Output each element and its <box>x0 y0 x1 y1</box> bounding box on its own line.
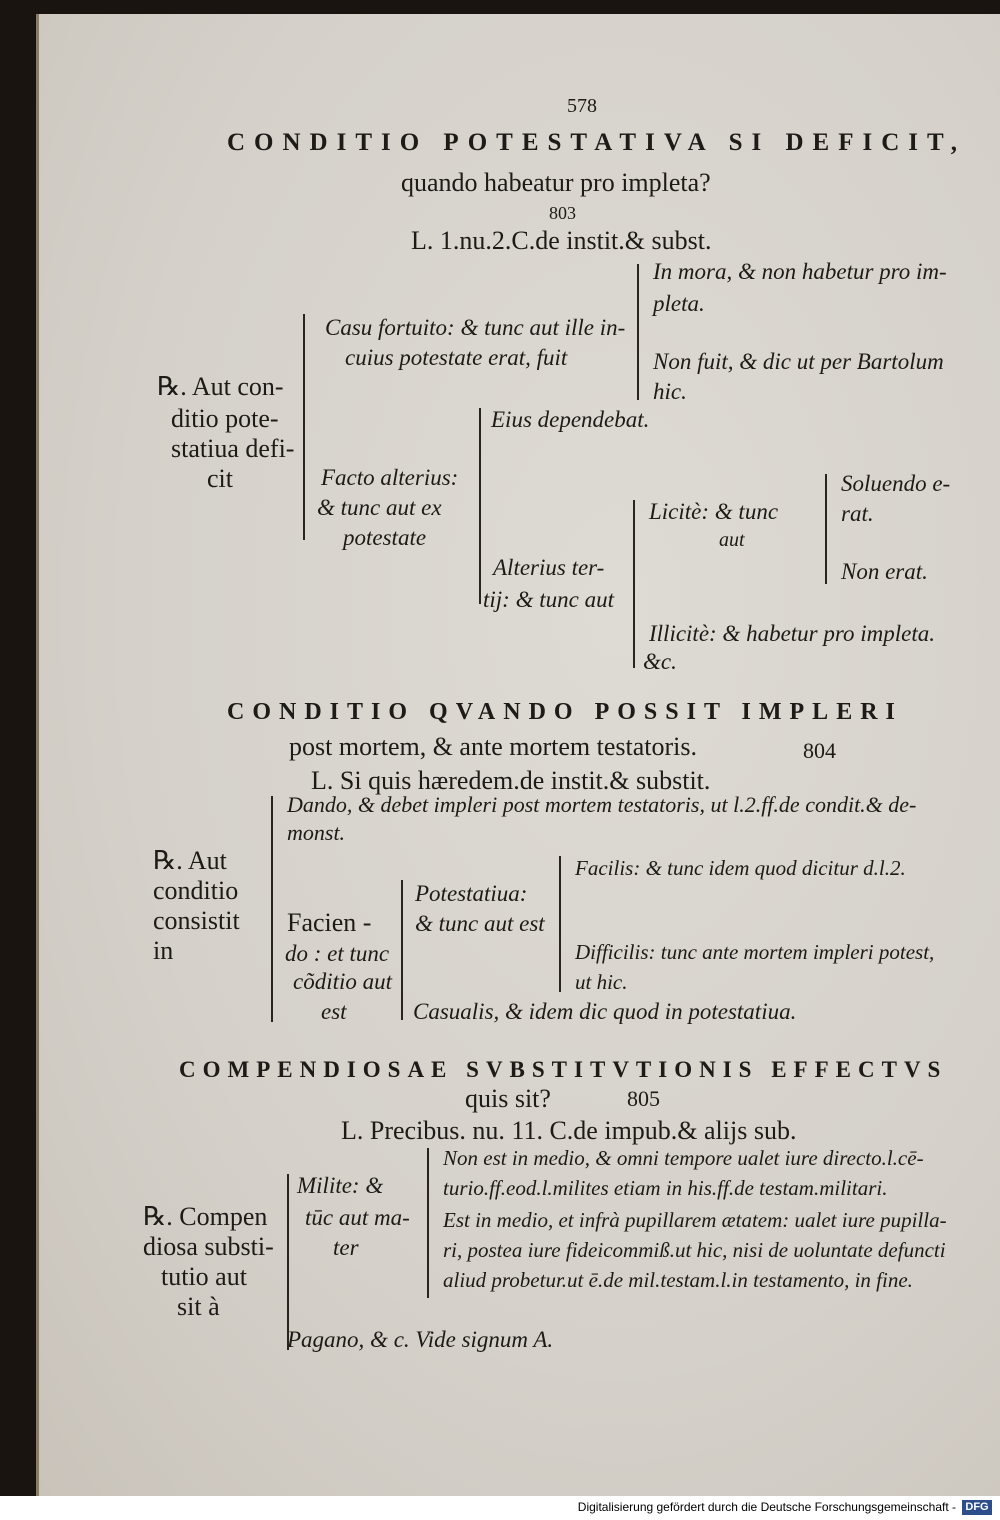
text-line: Facto alterius: <box>321 465 459 490</box>
text-line: in <box>153 936 174 965</box>
text-line: Licitè: & tunc <box>649 499 779 524</box>
section-subtitle-805: quis sit? <box>465 1084 551 1113</box>
text-line: Non est in medio, & omni tempore ualet iure directo.l.cē- <box>443 1146 924 1170</box>
text-line: sit à <box>177 1292 220 1321</box>
brace <box>633 500 635 668</box>
text-line: ℞. Aut <box>153 846 227 875</box>
brace <box>559 856 561 992</box>
text-line: cõditio aut <box>293 969 393 994</box>
page-number: 578 <box>567 95 597 117</box>
text-line: monst. <box>287 820 346 845</box>
book-page <box>36 14 1000 1496</box>
brace <box>825 474 827 584</box>
text-line: ter <box>333 1235 359 1260</box>
section-number-803: 803 <box>549 203 576 223</box>
text-line: Dando, & debet impleri post mortem testatoris, ut l.2.ff.de condit.& de- <box>287 792 917 817</box>
brace <box>401 880 403 1020</box>
text-line: potestate <box>343 525 427 550</box>
text-line: Soluendo e- <box>841 471 951 496</box>
text-line: Non fuit, & dic ut per Bartolum <box>653 349 944 374</box>
text-line: ut hic. <box>575 970 628 994</box>
text-line: Eius dependebat. <box>491 407 650 432</box>
text-line: tūc aut ma- <box>305 1205 410 1230</box>
text-line: Difficilis: tunc ante mortem impleri potest, <box>575 940 935 964</box>
text-line: & tunc aut est <box>415 911 545 936</box>
text-line: rat. <box>841 501 874 526</box>
text-line: turio.ff.eod.l.milites etiam in his.ff.de testam.militari. <box>443 1176 888 1200</box>
section-number-805: 805 <box>627 1086 660 1111</box>
brace <box>303 314 305 540</box>
brace <box>287 1174 289 1350</box>
brace <box>427 1148 429 1298</box>
text-line: Casu fortuito: & tunc aut ille in- <box>325 315 626 340</box>
text-line: cuius potestate erat, fuit <box>345 345 568 370</box>
section-title-804: CONDITIO QVANDO POSSIT IMPLERI <box>227 699 903 725</box>
brace <box>479 408 481 604</box>
section-reference-803: L. 1.nu.2.C.de instit.& subst. <box>411 226 712 255</box>
text-line: ri, postea iure fideicommiß.ut hic, nisi de uoluntate defuncti <box>443 1238 946 1262</box>
text-line: ditio pote- <box>171 404 279 433</box>
text-line: est <box>321 999 347 1024</box>
text-line: consistit <box>153 906 240 935</box>
text-line: Milite: & <box>297 1173 384 1198</box>
section-subtitle-804: post mortem, & ante mortem testatoris. <box>289 732 697 761</box>
text-line: Potestatiua: <box>415 881 528 906</box>
text-line: Est in medio, et infrà pupillarem ætatem: ualet iure pupilla- <box>443 1208 947 1232</box>
text-line: Alterius ter- <box>493 555 605 580</box>
text-line: diosa substi- <box>143 1232 274 1261</box>
text-line: In mora, & non habetur pro im- <box>653 259 947 284</box>
text-line: aut <box>719 529 745 551</box>
text-line: do : et tunc <box>285 941 390 966</box>
text-line: ℞. Compen <box>143 1202 268 1231</box>
text-line: Non erat. <box>841 559 928 584</box>
section-reference-805: L. Precibus. nu. 11. C.de impub.& alijs sub. <box>341 1116 797 1145</box>
text-line: Pagano, & c. Vide signum A. <box>287 1327 554 1352</box>
text-line: Casualis, & idem dic quod in potestatiua. <box>413 999 797 1024</box>
section-title-805: COMPENDIOSAE SVBSTITVTIONIS EFFECTVS <box>179 1057 948 1082</box>
text-line: hic. <box>653 379 687 404</box>
section-subtitle-803: quando habeatur pro impleta? <box>401 168 711 197</box>
text-line: Facilis: & tunc idem quod dicitur d.l.2. <box>575 856 906 880</box>
text-line: aliud probetur.ut ē.de mil.testam.l.in testamento, in fine. <box>443 1268 913 1292</box>
dfg-logo: DFG <box>962 1500 992 1515</box>
section-number-804: 804 <box>803 738 836 763</box>
text-line: cit <box>207 464 233 493</box>
text-line: Facien - <box>287 908 372 937</box>
brace <box>637 264 639 400</box>
text-line: tutio aut <box>161 1262 247 1291</box>
text-line: &c. <box>643 649 677 674</box>
section-title-803: CONDITIO POTESTATIVA SI DEFICIT, <box>227 129 967 156</box>
text-line: ℞. Aut con- <box>157 372 284 401</box>
text-line: & tunc aut ex <box>317 495 442 520</box>
footer-bar <box>0 1496 1000 1520</box>
section-reference-804: L. Si quis hæredem.de instit.& substit. <box>311 766 711 795</box>
text-line: conditio <box>153 876 239 905</box>
text-line: tij: & tunc aut <box>483 587 614 612</box>
text-line: pleta. <box>653 291 705 316</box>
text-line: Illicitè: & habetur pro impleta. <box>649 621 935 646</box>
footer-credit: Digitalisierung gefördert durch die Deutsche Forschungsgemeinschaft - <box>577 1500 956 1514</box>
brace <box>271 796 273 1022</box>
text-line: statiua defi- <box>171 434 295 463</box>
